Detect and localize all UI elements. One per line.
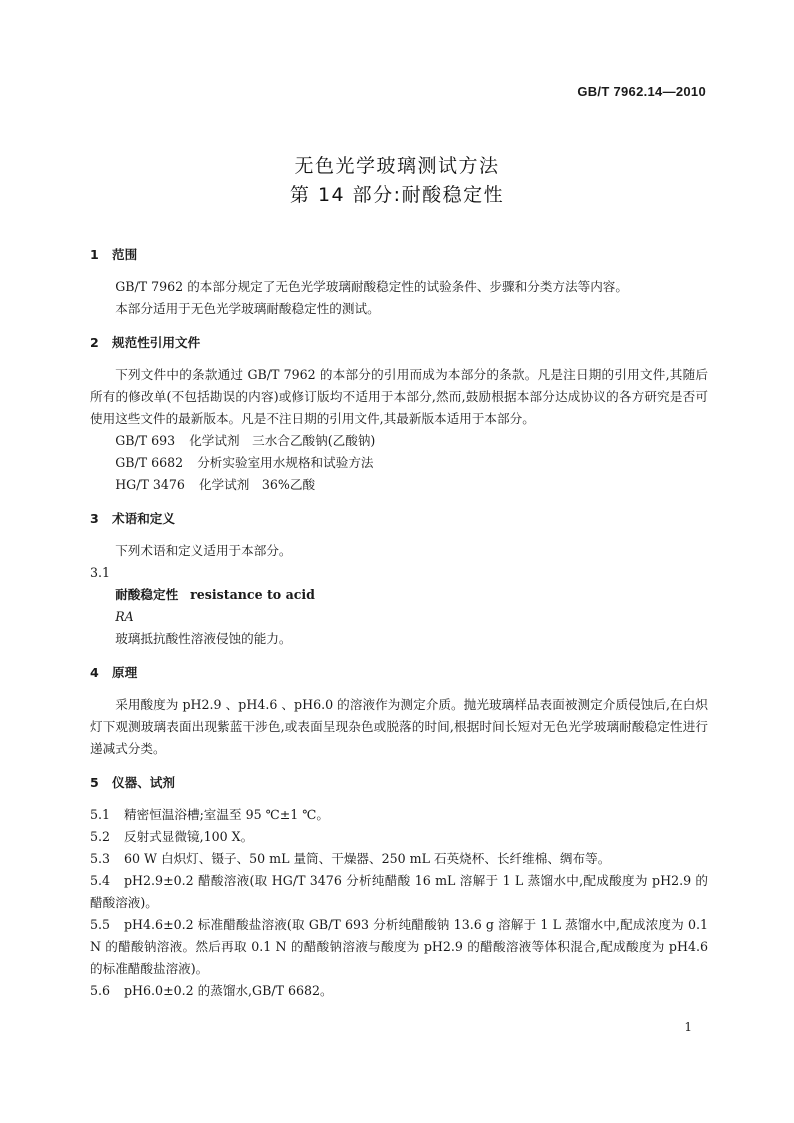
- item-text: pH4.6±0.2 标准醋酸盐溶液(取 GB/T 693 分析纯醋酸钠 13.6 g 溶解于 1 L 蒸馏水中,配成浓度为 0.1 N 的醋酸钠溶液。然后再取 0.1 N 的醋酸钠溶液与酸度为 pH2.9 的醋酸溶液等体积混合,配成酸度为 pH4.6 的标准醋酸盐溶液)。: [90, 917, 708, 976]
- item-number: 5.5: [90, 917, 111, 932]
- item-text: pH6.0±0.2 的蒸馏水,GB/T 6682。: [124, 983, 333, 998]
- reference-item: [90, 474, 708, 496]
- paragraph: 本部分适用于无色光学玻璃耐酸稳定性的测试。: [115, 301, 380, 316]
- reference-name: 化学试剂 三水合乙酸钠(乙酸钠): [189, 433, 376, 448]
- paragraph: GB/T 7962 的本部分规定了无色光学玻璃耐酸稳定性的试验条件、步骤和分类方法等内容。: [115, 279, 628, 294]
- item-text: 反射式显微镜,100 X。: [124, 829, 254, 844]
- reference-item: [90, 430, 708, 452]
- term-abbreviation: RA: [115, 609, 134, 624]
- item-text: 60 W 白炽灯、镊子、50 mL 量筒、干燥器、250 mL 石英烧杯、长纤维棉、绸布等。: [124, 851, 611, 866]
- paragraph: 下列文件中的条款通过 GB/T 7962 的本部分的引用而成为本部分的条款。凡是注日期的引用文件,其随后所有的修改单(不包括勘误的内容)或修订版均不适用于本部分,然而,鼓励根据本部分达成协议的各方研究是否可使用这些文件的最新版本。凡是不注日期的引用文件,其最新版本适用于本部分。: [90, 367, 708, 426]
- list-item: [90, 870, 708, 914]
- paragraph: 下列术语和定义适用于本部分。: [115, 543, 292, 558]
- section-number: 3: [90, 511, 99, 526]
- paragraph: 采用酸度为 pH2.9 、pH4.6 、pH6.0 的溶液作为测定介质。抛光玻璃样品表面被测定介质侵蚀后,在白炽灯下观测玻璃表面出现紫蓝干涉色,或表面呈现杂色或脱落的时间,根据时间长短对无色光学玻璃耐酸稳定性进行递减式分类。: [90, 697, 708, 756]
- reference-code: HG/T 3476: [115, 477, 185, 492]
- list-item: [90, 980, 708, 1002]
- term-chinese: 耐酸稳定性: [115, 587, 179, 602]
- reference-name: 化学试剂 36%乙酸: [198, 477, 316, 492]
- section-number: 5: [90, 775, 99, 790]
- reference-code: GB/T 6682: [115, 455, 184, 470]
- item-number: 5.4: [90, 873, 111, 888]
- section-number: 2: [90, 335, 99, 350]
- reference-code: GB/T 693: [115, 433, 176, 448]
- section-heading-normative-references: [90, 332, 708, 354]
- list-item: [90, 848, 708, 870]
- standard-code: GB/T 7962.14—2010: [577, 84, 706, 99]
- item-number: 5.6: [90, 983, 111, 998]
- section-title: 仪器、试剂: [112, 775, 175, 790]
- section-heading-scope: [90, 244, 708, 266]
- term-line: [90, 584, 708, 606]
- section-number: 1: [90, 247, 99, 262]
- document-title-line1: 无色光学玻璃测试方法: [294, 155, 500, 177]
- item-text: pH2.9±0.2 醋酸溶液(取 HG/T 3476 分析纯醋酸 16 mL 溶解于 1 L 蒸馏水中,配成酸度为 pH2.9 的醋酸溶液)。: [90, 873, 708, 910]
- document-title-line2: 第 14 部分:耐酸稳定性: [289, 184, 505, 206]
- section-title: 术语和定义: [112, 511, 175, 526]
- item-number: 5.2: [90, 829, 111, 844]
- section-title: 原理: [112, 665, 138, 680]
- list-item: [90, 804, 708, 826]
- item-number: 5.3: [90, 851, 111, 866]
- reference-name: 分析实验室用水规格和试验方法: [197, 455, 374, 470]
- term-definition: 玻璃抵抗酸性溶液侵蚀的能力。: [115, 631, 292, 646]
- section-heading-principle: [90, 662, 708, 684]
- item-text: 精密恒温浴槽;室温至 95 ℃±1 ℃。: [124, 807, 329, 822]
- document-body: [90, 244, 708, 1002]
- section-title: 范围: [112, 247, 138, 262]
- section-title: 规范性引用文件: [112, 335, 201, 350]
- item-number: 5.1: [90, 807, 111, 822]
- list-item: [90, 826, 708, 848]
- section-number: 4: [90, 665, 99, 680]
- term-english: resistance to acid: [190, 587, 315, 602]
- definition-number: 3.1: [90, 565, 111, 580]
- section-heading-apparatus: [90, 772, 708, 794]
- section-heading-terms: [90, 508, 708, 530]
- list-item: [90, 914, 708, 980]
- reference-item: [90, 452, 708, 474]
- page-number: 1: [684, 1020, 692, 1034]
